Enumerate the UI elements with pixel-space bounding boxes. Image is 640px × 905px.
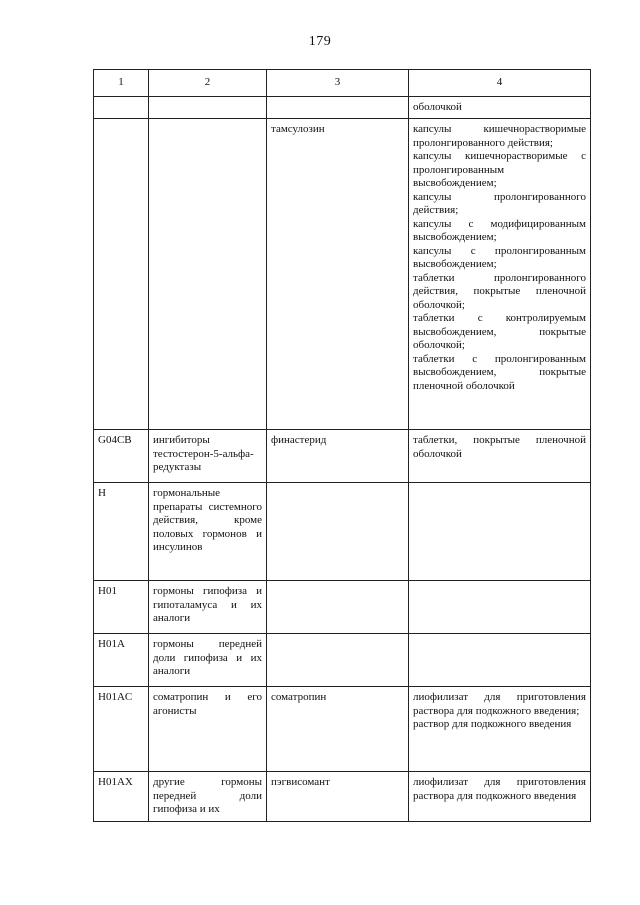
header-col-3: 3 xyxy=(267,70,409,97)
atc-code-cell xyxy=(94,119,149,430)
table-row xyxy=(94,581,591,634)
dosage-form-item: таблетки с контролируемым высвобождением, покрытые оболочкой; xyxy=(413,312,586,351)
pharm-group-cell xyxy=(149,96,267,119)
dosage-forms-list xyxy=(413,101,586,115)
dosage-forms-list xyxy=(413,776,586,803)
dosage-forms-cell xyxy=(409,634,591,687)
pharm-group-cell: другие гормоны передней доли гипофиза и их xyxy=(149,772,267,822)
table-body xyxy=(94,96,591,821)
dosage-forms-list xyxy=(413,434,586,461)
dosage-form-item: лиофилизат для приготовления раствора для подкожного введения xyxy=(413,776,586,802)
dosage-forms-cell xyxy=(409,483,591,581)
dosage-form-item: таблетки, покрытые пленочной оболочкой xyxy=(413,434,586,460)
page-number: 179 xyxy=(308,34,332,49)
dosage-forms-cell xyxy=(409,772,591,822)
inn-cell xyxy=(267,634,409,687)
dosage-form-item: таблетки пролонгированного действия, покрытые пленочной оболочкой; xyxy=(413,271,586,311)
inn-cell: тамсулозин xyxy=(267,119,409,430)
pharm-group-cell xyxy=(149,119,267,430)
atc-code-cell: H01A xyxy=(94,634,149,687)
pharm-group-cell: гормональные препараты системного действия, кроме половых гормонов и инсулинов xyxy=(149,483,267,581)
table-row xyxy=(94,430,591,483)
dosage-forms-cell xyxy=(409,119,591,430)
pharm-group-cell: гормоны передней доли гипофиза и их аналоги xyxy=(149,634,267,687)
dosage-form-item: оболочкой xyxy=(413,100,462,113)
table-row xyxy=(94,687,591,772)
dosage-form-item: раствор для подкожного введения xyxy=(413,718,572,730)
inn-cell: соматропин xyxy=(267,687,409,772)
atc-code-cell: H xyxy=(94,483,149,581)
dosage-form-item: лиофилизат для приготовления раствора для подкожного введения; xyxy=(413,691,586,717)
table-row xyxy=(94,634,591,687)
dosage-forms-list xyxy=(413,123,586,393)
dosage-form-item: капсулы с пролонгированным высвобождением; xyxy=(413,244,586,270)
inn-cell xyxy=(267,581,409,634)
drug-table xyxy=(93,69,591,822)
dosage-forms-cell xyxy=(409,687,591,772)
pharm-group-cell: ингибиторы тестостерон-5-альфа-редуктазы xyxy=(149,430,267,483)
header-col-4: 4 xyxy=(409,70,591,97)
inn-cell xyxy=(267,483,409,581)
dosage-form-item: капсулы с модифицированным высвобождением; xyxy=(413,217,586,243)
dosage-forms-cell xyxy=(409,581,591,634)
table-header-row xyxy=(94,70,591,97)
table-row xyxy=(94,119,591,430)
atc-code-cell: H01AC xyxy=(94,687,149,772)
header-col-1: 1 xyxy=(94,70,149,97)
atc-code-cell xyxy=(94,96,149,119)
dosage-forms-list xyxy=(413,691,586,732)
table-row xyxy=(94,772,591,822)
table-row xyxy=(94,483,591,581)
dosage-forms-cell xyxy=(409,96,591,119)
dosage-form-item: капсулы пролонгированного действия; xyxy=(413,190,586,216)
atc-code-cell: G04CB xyxy=(94,430,149,483)
dosage-form-item: таблетки с пролонгированным высвобождением, покрытые пленочной оболочкой xyxy=(413,352,586,392)
inn-cell: пэгвисомант xyxy=(267,772,409,822)
atc-code-cell: H01 xyxy=(94,581,149,634)
header-col-2: 2 xyxy=(149,70,267,97)
inn-cell xyxy=(267,96,409,119)
inn-cell: финастерид xyxy=(267,430,409,483)
atc-code-cell: H01AX xyxy=(94,772,149,822)
dosage-forms-cell xyxy=(409,430,591,483)
table-row xyxy=(94,96,591,119)
pharm-group-cell: гормоны гипофиза и гипоталамуса и их аналоги xyxy=(149,581,267,634)
pharm-group-cell: соматропин и его агонисты xyxy=(149,687,267,772)
dosage-form-item: капсулы кишечнорастворимые с пролонгированным высвобождением; xyxy=(413,150,586,189)
dosage-form-item: капсулы кишечнорастворимые пролонгированного действия; xyxy=(413,123,586,149)
